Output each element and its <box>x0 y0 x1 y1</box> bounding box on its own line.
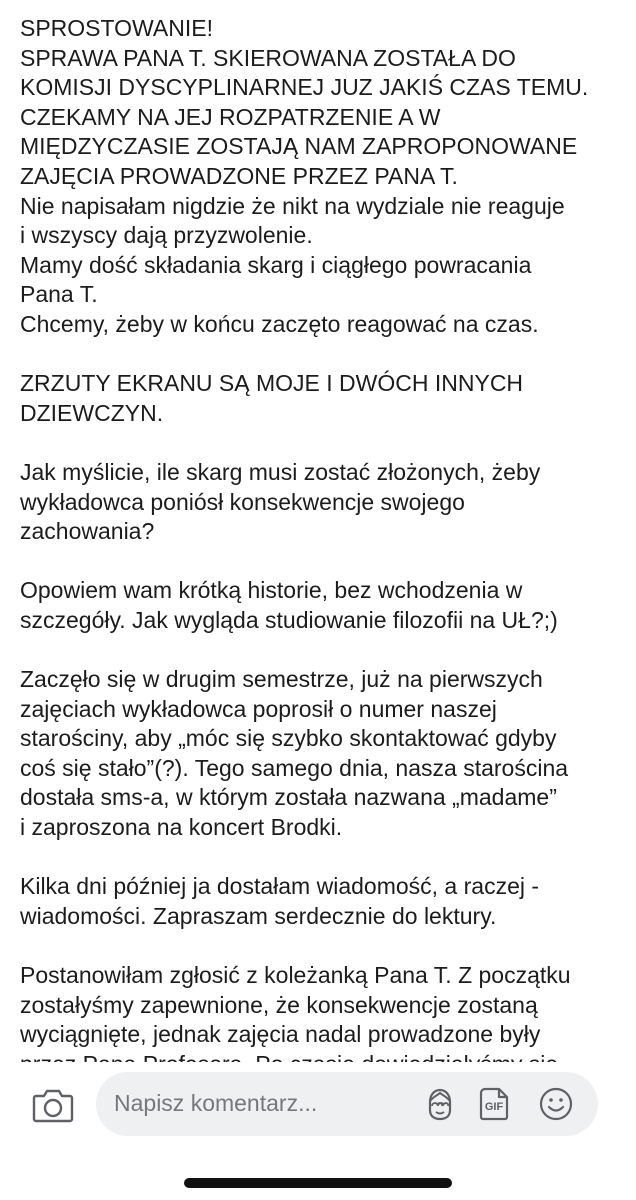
post-text-line: coś się stało”(?). Tego samego dnia, nasza starościna <box>20 754 569 781</box>
post-text-line: i wszyscy dają przyzwolenie. <box>20 222 313 249</box>
post-text-line: ZAJĘCIA PROWADZONE PRZEZ PANA T. <box>20 162 458 189</box>
post-text-line: wyciągnięte, jednak zajęcia nadal prowadzone były <box>20 1021 541 1048</box>
post-text-line: CZEKAMY NA JEJ ROZPATRZENIE A W <box>20 103 441 130</box>
post-paragraph <box>20 14 620 340</box>
post-text-line: KOMISJI DYSCYPLINARNEJ JUZ JAKIŚ CZAS TEMU. <box>20 74 589 101</box>
home-indicator <box>184 1178 452 1188</box>
post-paragraph <box>20 872 620 931</box>
post-text-line: zostałyśmy zapewnione, że konsekwencje zostaną <box>20 991 538 1018</box>
post-text-line: ZRZUTY EKRANU SĄ MOJE I DWÓCH INNYCH <box>20 370 524 397</box>
gif-button[interactable] <box>474 1084 514 1124</box>
post-text-line: Opowiem wam krótką historie, bez wchodzenia w <box>20 577 523 604</box>
avatar-sticker-icon <box>422 1086 458 1122</box>
post-text-line: Mamy dość składania skarg i ciągłego powracania <box>20 251 532 278</box>
gif-icon <box>476 1086 512 1122</box>
comment-input[interactable] <box>96 1072 598 1136</box>
emoji-button[interactable] <box>536 1084 576 1124</box>
post-paragraph <box>20 576 620 635</box>
post-text-line: zajęciach wykładowca poprosił o numer naszej <box>20 695 497 722</box>
gif-label: GIF <box>484 1101 504 1113</box>
post-text-line: Chcemy, żeby w końcu zaczęto reagować na czas. <box>20 310 539 337</box>
camera-button[interactable] <box>30 1082 76 1128</box>
post-text-line: Zaczęło się w drugim semestrze, już na pierwszych <box>20 666 543 693</box>
avatar-sticker-button[interactable] <box>420 1084 460 1124</box>
post-paragraph <box>20 458 620 547</box>
comment-placeholder: Napisz komentarz... <box>114 1090 318 1116</box>
post-text-line: SPROSTOWANIE! <box>20 15 213 41</box>
post-text-line: wiadomości. Zapraszam serdecznie do lektury. <box>20 902 497 929</box>
post-body <box>20 14 620 1109</box>
post-text-line: Nie napisałam nigdzie że nikt na wydziale nie reaguje <box>20 192 565 219</box>
post-text-line: MIĘDZYCZASIE ZOSTAJĄ NAM ZAPROPONOWANE <box>20 133 578 160</box>
post-text-line: Pana T. <box>20 281 98 308</box>
post-text-line: szczegóły. Jak wygląda studiowanie filozofii na UŁ?;) <box>20 606 558 633</box>
post-paragraph <box>20 369 620 428</box>
post-text-line: starościny, aby „móc się szybko skontaktować gdyby <box>20 725 557 752</box>
post-text-line: zachowania? <box>20 518 155 545</box>
post-text-line: Postanowiłam zgłosić z koleżanką Pana T. Z początku <box>20 962 571 988</box>
post-text-line: wykładowca poniósł konsekwencje swojego <box>20 488 465 515</box>
post-text-line: SPRAWA PANA T. SKIEROWANA ZOSTAŁA DO <box>20 44 516 71</box>
post-paragraph <box>20 665 620 843</box>
post-text-line: Jak myślicie, ile skarg musi zostać złożonych, żeby <box>20 458 541 485</box>
camera-icon <box>32 1087 74 1123</box>
post-text-line: i zaproszona na koncert Brodki. <box>20 814 343 841</box>
post-text-line: DZIEWCZYN. <box>20 399 164 426</box>
post-text-line: Kilka dni później ja dostałam wiadomość, a raczej - <box>20 873 540 900</box>
post-text-line: dostała sms-a, w którym została nazwana „madame” <box>20 784 557 811</box>
emoji-icon <box>538 1086 574 1122</box>
